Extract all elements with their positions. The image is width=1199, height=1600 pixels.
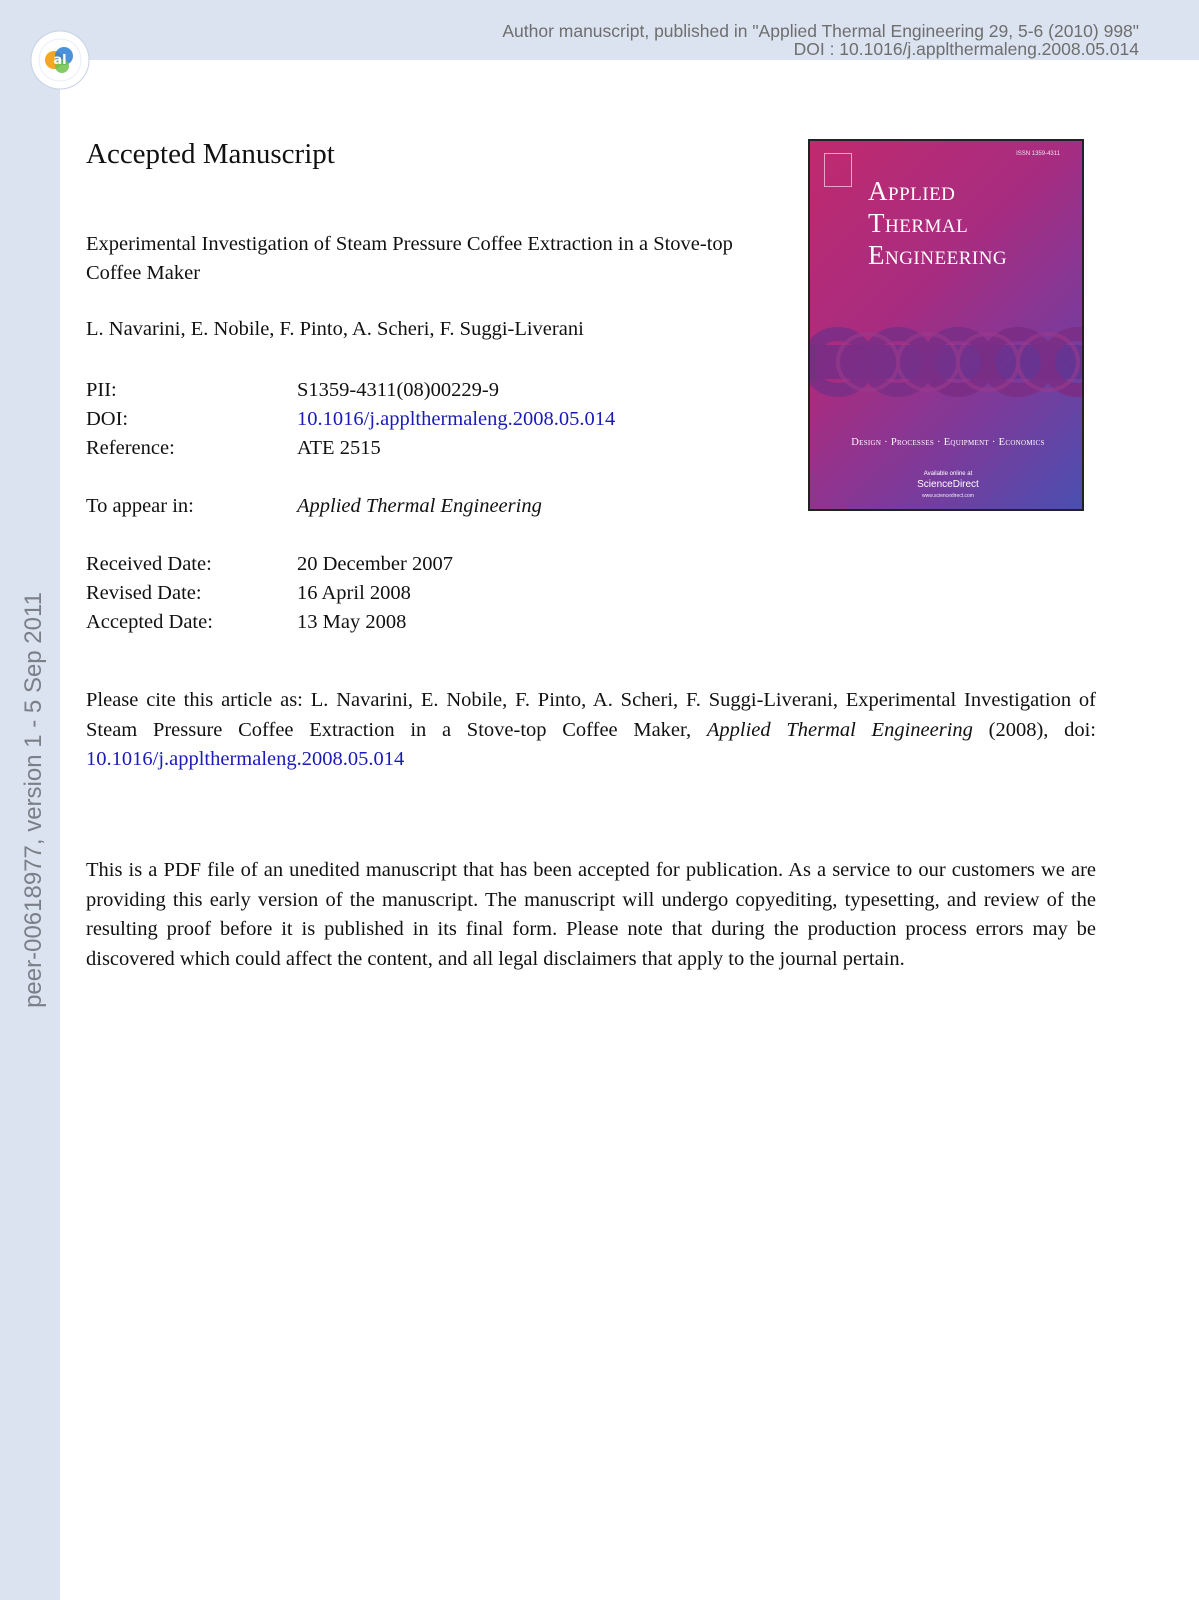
- pii-label: PII:: [86, 379, 117, 401]
- svg-text:al: al: [53, 53, 67, 68]
- pii-value: S1359-4311(08)00229-9: [297, 379, 499, 401]
- reference-row: [86, 434, 381, 463]
- cover-title-line1: Applied: [868, 176, 956, 206]
- accepted-value: 13 May 2008: [297, 611, 407, 633]
- authors: L. Navarini, E. Nobile, F. Pinto, A. Scheri, F. Suggi-Liverani: [86, 318, 584, 340]
- cover-issn: ISSN 1359-4311: [1016, 151, 1060, 157]
- pii-row: [86, 376, 499, 405]
- appear-value: Applied Thermal Engineering: [297, 495, 542, 517]
- revised-value: 16 April 2008: [297, 582, 411, 604]
- cover-title-line3: Engineering: [868, 240, 1008, 270]
- hal-side-id: peer-00618977, version 1 - 5 Sep 2011: [20, 592, 47, 1008]
- article-title: Experimental Investigation of Steam Pressure Coffee Extraction in a Stove-top Coffee Maker: [86, 233, 733, 284]
- journal-cover: [808, 139, 1084, 511]
- doi-link[interactable]: 10.1016/j.applthermaleng.2008.05.014: [297, 408, 616, 430]
- received-value: 20 December 2007: [297, 553, 453, 575]
- citation-suffix: (2008), doi:: [972, 718, 1097, 741]
- citation-journal: Applied Thermal Engineering: [706, 718, 973, 741]
- citation-paragraph: [86, 686, 1096, 775]
- revised-row: [86, 579, 411, 608]
- reference-label: Reference:: [86, 437, 175, 459]
- cover-ring-graphic: [810, 317, 1084, 407]
- hal-logo: [30, 30, 90, 90]
- cover-sciencedirect-logo: ScienceDirect: [917, 479, 979, 490]
- citation-prefix: Please cite this article as: L. Navarini, E. Nobile, F. Pinto, A. Scheri, F. Suggi-Liverani, Experimental Investigation of Steam Pressure Coffee Extraction in a Stove-top Coffee Maker,: [86, 689, 1096, 741]
- citation-doi-link[interactable]: 10.1016/j.applthermaleng.2008.05.014: [86, 748, 405, 770]
- cover-url: www.sciencedirect.com: [922, 493, 974, 499]
- cover-tagline: Design · Processes · Equipment · Economics: [851, 437, 1045, 448]
- doi-row: [86, 405, 615, 434]
- received-row: [86, 550, 453, 579]
- accepted-label: Accepted Date:: [86, 611, 213, 633]
- reference-value: ATE 2515: [297, 437, 381, 459]
- appear-row: [86, 492, 542, 521]
- doi-label: DOI:: [86, 408, 129, 430]
- accepted-row: [86, 608, 406, 637]
- elsevier-logo: [824, 153, 852, 187]
- cover-available-online: Available online at: [923, 471, 973, 477]
- hal-header-doi: DOI : 10.1016/j.applthermaleng.2008.05.014: [793, 39, 1139, 59]
- appear-label: To appear in:: [86, 495, 194, 517]
- received-label: Received Date:: [86, 553, 212, 575]
- page-title: Accepted Manuscript: [86, 138, 335, 170]
- hal-header-citation: Author manuscript, published in "Applied Thermal Engineering 29, 5-6 (2010) 998": [502, 21, 1139, 41]
- hal-header: [502, 22, 1139, 58]
- cover-title: [868, 175, 1007, 271]
- revised-label: Revised Date:: [86, 582, 202, 604]
- disclaimer-paragraph: This is a PDF file of an unedited manuscript that has been accepted for publication. As a service to our customers we are providing this early version of the manuscript. The manuscript will undergo copyediting, typesetting, and review of the resulting proof before it is published in its final form. Please note that during the production process errors may be discovered which could affect the content, and all legal disclaimers that apply to the journal pertain.: [86, 859, 1096, 970]
- cover-title-line2: Thermal: [868, 208, 969, 238]
